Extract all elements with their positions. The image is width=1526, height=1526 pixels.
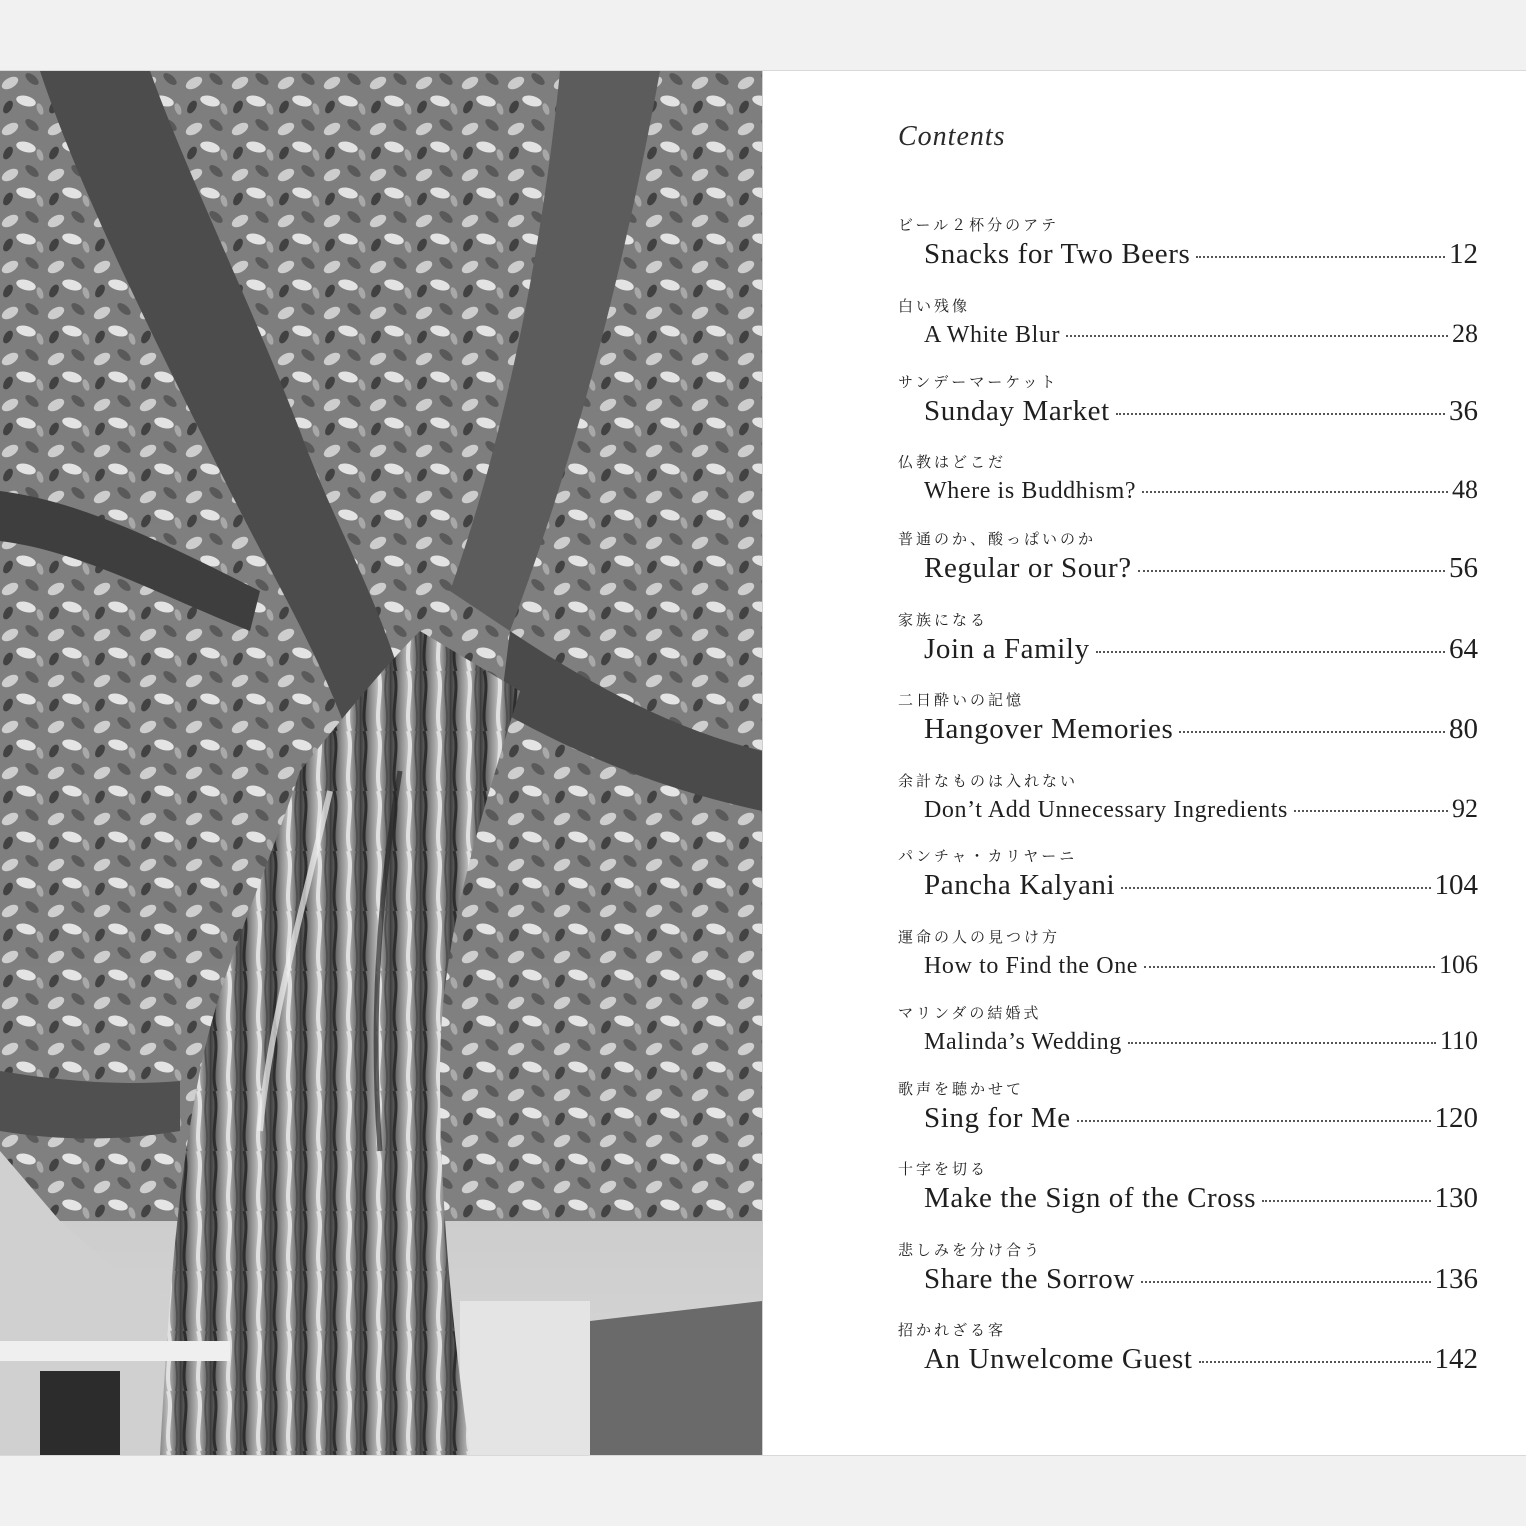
toc-entry-page-number: 120 <box>1434 1102 1478 1134</box>
toc-entry-japanese-title: 仏教はどこだ <box>898 453 1007 471</box>
toc-entry-english-title: Malinda’s Wedding <box>924 1029 1122 1055</box>
toc-entry[interactable] <box>898 689 1478 765</box>
toc-entry[interactable] <box>898 845 1478 921</box>
toc-entry[interactable] <box>898 926 1478 1002</box>
toc-entry-english-title: A White Blur <box>924 322 1061 348</box>
toc-entry-line <box>924 319 1478 349</box>
toc-entry-japanese-title: 悲しみを分け合う <box>898 1241 1043 1259</box>
toc-entry[interactable] <box>898 371 1478 447</box>
toc-entry-page-number: 130 <box>1434 1182 1478 1214</box>
toc-entry-line <box>924 950 1478 980</box>
dot-leader <box>1196 256 1445 258</box>
dot-leader <box>1262 1200 1430 1202</box>
toc-entry-english-title: Make the Sign of the Cross <box>924 1182 1257 1214</box>
toc-entry-page-number: 12 <box>1449 238 1478 270</box>
dot-leader <box>1096 651 1445 653</box>
toc-entry-japanese-title: ビール２杯分のアテ <box>898 216 1060 234</box>
toc-entry-page-number: 142 <box>1434 1343 1478 1375</box>
dot-leader <box>1121 887 1430 889</box>
toc-entry-english-title: Don’t Add Unnecessary Ingredients <box>924 797 1288 823</box>
toc-entry-line <box>924 1343 1478 1376</box>
toc-entry-page-number: 48 <box>1452 475 1478 504</box>
toc-entry-line <box>924 1102 1478 1135</box>
toc-entry-japanese-title: 普通のか、酸っぱいのか <box>898 530 1097 548</box>
toc-entry-page-number: 80 <box>1449 713 1478 745</box>
dot-leader <box>1066 335 1448 337</box>
toc-entry-japanese-title: 家族になる <box>898 611 989 629</box>
toc-entry-page-number: 36 <box>1449 395 1478 427</box>
toc-entry[interactable] <box>898 1239 1478 1315</box>
toc-entry-english-title: Sunday Market <box>924 395 1110 427</box>
dot-leader <box>1077 1120 1431 1122</box>
toc-entry-page-number: 28 <box>1452 319 1478 348</box>
toc-entry-page-number: 56 <box>1449 552 1478 584</box>
toc-entry-line <box>924 395 1478 428</box>
toc-entry-page-number: 104 <box>1434 869 1478 901</box>
toc-entry[interactable] <box>898 214 1478 290</box>
dot-leader <box>1294 810 1448 812</box>
toc-entry-english-title: Where is Buddhism? <box>924 478 1137 504</box>
toc-entry-japanese-title: 十字を切る <box>898 1160 989 1178</box>
tree-photo-page <box>0 71 763 1455</box>
toc-entry-english-title: Pancha Kalyani <box>924 869 1116 901</box>
dot-leader <box>1179 731 1445 733</box>
dot-leader <box>1141 1281 1431 1283</box>
toc-entry-page-number: 64 <box>1449 633 1478 665</box>
toc-entry[interactable] <box>898 609 1478 685</box>
toc-entry-line <box>924 869 1478 902</box>
banyan-tree-photo <box>0 71 762 1455</box>
toc-entry-line <box>924 552 1478 585</box>
toc-entry-line <box>924 794 1478 824</box>
toc-entry-japanese-title: 余計なものは入れない <box>898 772 1079 790</box>
toc-entry-japanese-title: サンデーマーケット <box>898 373 1059 391</box>
dot-leader <box>1128 1042 1436 1044</box>
toc-entry-japanese-title: 二日酔いの記憶 <box>898 691 1025 709</box>
toc-entry-line <box>924 1026 1478 1056</box>
dot-leader <box>1144 966 1435 968</box>
toc-entry-japanese-title: 白い残像 <box>898 297 971 315</box>
table-of-contents-page <box>763 71 1526 1455</box>
toc-entry-page-number: 92 <box>1452 794 1478 823</box>
toc-entry-japanese-title: 歌声を聴かせて <box>898 1080 1025 1098</box>
toc-entry[interactable] <box>898 1319 1478 1395</box>
dot-leader <box>1116 413 1445 415</box>
toc-entry-english-title: How to Find the One <box>924 953 1139 979</box>
toc-entry-line <box>924 633 1478 666</box>
toc-entry[interactable] <box>898 1002 1478 1078</box>
toc-entry-english-title: Snacks for Two Beers <box>924 238 1191 270</box>
toc-entry-page-number: 136 <box>1434 1263 1478 1295</box>
toc-entry-line <box>924 713 1478 746</box>
dot-leader <box>1199 1361 1431 1363</box>
book-spread <box>0 70 1526 1456</box>
toc-entry-japanese-title: パンチャ・カリヤーニ <box>898 847 1078 865</box>
toc-entry-line <box>924 238 1478 271</box>
toc-entry-page-number: 106 <box>1439 950 1478 979</box>
toc-entry-page-number: 110 <box>1439 1026 1478 1055</box>
toc-entry[interactable] <box>898 451 1478 527</box>
toc-entry-japanese-title: 招かれざる客 <box>898 1321 1007 1339</box>
toc-entry-english-title: Share the Sorrow <box>924 1263 1135 1295</box>
toc-entry[interactable] <box>898 770 1478 846</box>
toc-entry[interactable] <box>898 528 1478 604</box>
toc-entry[interactable] <box>898 1078 1478 1154</box>
toc-entry-english-title: Hangover Memories <box>924 713 1174 745</box>
toc-entry-english-title: Sing for Me <box>924 1102 1071 1134</box>
dot-leader <box>1142 491 1448 493</box>
toc-entry[interactable] <box>898 1158 1478 1234</box>
toc-entry-japanese-title: 運命の人の見つけ方 <box>898 928 1061 946</box>
toc-entry-english-title: An Unwelcome Guest <box>924 1343 1193 1375</box>
toc-entry-english-title: Join a Family <box>924 633 1090 665</box>
toc-entry-japanese-title: マリンダの結婚式 <box>898 1004 1042 1022</box>
toc-entry-line <box>924 475 1478 505</box>
contents-heading: Contents <box>898 121 1006 152</box>
toc-entry-english-title: Regular or Sour? <box>924 552 1132 584</box>
dot-leader <box>1138 570 1445 572</box>
toc-entry-line <box>924 1263 1478 1296</box>
toc-entry[interactable] <box>898 295 1478 371</box>
toc-entry-line <box>924 1182 1478 1215</box>
